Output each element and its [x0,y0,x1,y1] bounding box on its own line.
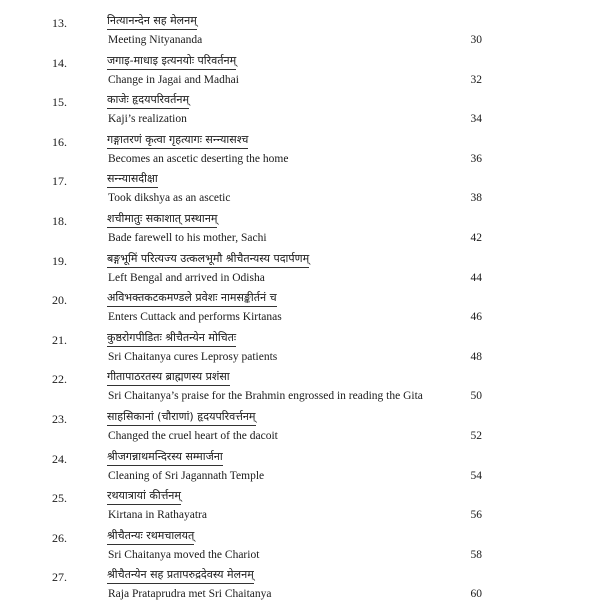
page-number: 54 [470,469,482,482]
toc-entry [0,408,600,448]
toc-entry [0,329,600,369]
toc-entry [0,91,600,131]
toc-entry [0,448,600,488]
page-number: 30 [470,34,482,46]
english-title: Meeting Nityananda [108,34,203,46]
entry-number: 14. [52,55,67,70]
toc-entry [0,170,600,210]
english-title: Cleaning of Sri Jagannath Temple [108,469,265,482]
sanskrit-title: श्रीचैतन्यः रथमचालयत् [107,528,194,545]
sanskrit-title: जगाइ-माधाइ इत्यनयोः परिवर्तनम् [107,53,236,70]
sanskrit-title: काजेः हृदयपरिवर्तनम् [107,92,189,109]
entry-number: 19. [52,253,67,268]
entry-number: 16. [52,134,67,149]
english-title: Kirtana in Rathayatra [108,509,207,522]
english-title: Sri Chaitanya cures Leprosy patients [108,350,278,363]
english-title: Left Bengal and arrived in Odisha [108,271,265,284]
page-number: 36 [470,152,482,165]
sanskrit-title: कुष्ठरोगपीडितः श्रीचैतन्येन मोचितः [107,330,236,347]
entry-number: 24. [52,451,67,466]
entry-number: 26. [52,530,67,545]
english-title: Bade farewell to his mother, Sachi [108,231,267,244]
entry-number: 15. [52,95,67,110]
english-title: Sri Chaitanya moved the Chariot [108,548,260,561]
toc-entry [0,368,600,408]
toc-entry [0,52,600,92]
toc-entry [0,131,600,171]
entry-number: 21. [52,332,67,347]
table-of-contents [0,12,600,606]
page-number: 58 [470,548,482,561]
page-number: 56 [470,509,482,522]
entry-number: 22. [52,372,67,387]
toc-entry [0,289,600,329]
english-title: Took dikshya as an ascetic [108,192,231,205]
page-number: 52 [470,429,482,442]
page-number: 44 [470,271,482,284]
page-number: 42 [470,231,482,244]
sanskrit-title: श्रीचैतन्येन सह प्रतापरुद्रदेवस्य मेलनम् [107,567,254,584]
toc-entry [0,566,600,606]
sanskrit-title: गीतापाठरतस्य ब्राह्मणस्य प्रशंसा [107,369,230,386]
page-number: 60 [470,588,482,601]
english-title: Changed the cruel heart of the dacoit [108,429,278,442]
sanskrit-title: रथयात्रायां कीर्त्तनम् [107,488,181,505]
toc-entry [0,527,600,567]
page-number: 46 [470,311,482,324]
toc-entry [0,12,600,52]
page-number: 50 [470,390,482,403]
entry-number: 18. [52,213,67,228]
english-title: Kaji’s realization [108,113,187,126]
english-title: Raja Prataprudra met Sri Chaitanya [108,588,272,601]
entry-number: 17. [52,174,67,189]
entry-number: 27. [52,570,67,585]
sanskrit-title: अविभक्तकटकमण्डले प्रवेशः नामसङ्कीर्तनं च [107,290,277,307]
sanskrit-title: श्रीजगन्नाथमन्दिरस्य सम्मार्जना [107,449,223,466]
entry-number: 20. [52,293,67,308]
sanskrit-title: बङ्गभूमिं परित्यज्य उत्कलभूमौ श्रीचैतन्यस्य पदार्पणम् [107,251,309,268]
english-title: Change in Jagai and Madhai [108,73,239,86]
toc-entry [0,210,600,250]
page-number: 38 [470,192,482,205]
sanskrit-title: सन्न्यासदीक्षा [107,171,158,188]
sanskrit-title: नित्यानन्देन सह मेलनम् [107,13,197,30]
entry-number: 25. [52,491,67,506]
english-title: Sri Chaitanya’s praise for the Brahmin engrossed in reading the Gita [108,390,423,403]
entry-number: 23. [52,411,67,426]
toc-entry [0,487,600,527]
page-number: 34 [470,113,482,126]
entry-number: 13. [52,16,67,30]
english-title: Enters Cuttack and performs Kirtanas [108,311,282,324]
sanskrit-title: गङ्गातरणं कृत्वा गृहत्यागः सन्न्यासश्च [107,132,248,149]
english-title: Becomes an ascetic deserting the home [108,152,289,165]
sanskrit-title: साहसिकानां (चौराणां) हृदयपरिवर्त्तनम् [107,409,256,426]
toc-entry [0,250,600,290]
sanskrit-title: शचीमातुः सकाशात् प्रस्थानम् [107,211,217,228]
page-number: 32 [470,73,482,86]
page-number: 48 [470,350,482,363]
